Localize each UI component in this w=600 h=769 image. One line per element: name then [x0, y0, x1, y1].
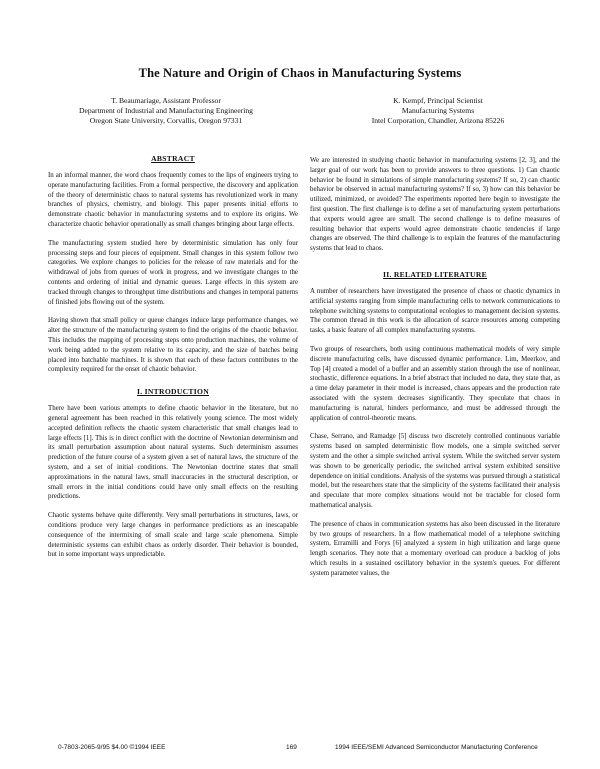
related-paragraph: The presence of chaos in communication systems has also been discussed in the literature by two groups of researchers. In a flow mathematical model of a telephone switching system, Erramilli and Forys [6] analyzed a system in high utilization and large queue length scenarios. They note that a momentary overload can produce a backlog of jobs which results in a sustained oscillatory behavior in the system's queues. For different system parameter values, the: [310, 520, 560, 577]
author-2: [318, 96, 558, 126]
author-1-dept: Department of Industrial and Manufacturing Engineering: [79, 106, 253, 115]
paper-title: The Nature and Origin of Chaos in Manufacturing Systems: [138, 66, 462, 80]
abstract-heading: ABSTRACT: [151, 154, 195, 163]
author-2-org: Intel Corporation, Chandler, Arizona 85226: [371, 116, 505, 125]
related-paragraph: Chase, Serrano, and Ramadge [5] discuss two discretely controlled continuous variable systems based on sampled deterministic flow models, one a simple switched server system and the other a simple switched arrival system. While the switched server system was shown to be generically periodic, the switched arrival system exhibited sensitive dependence on initial conditions. Analysis of the systems was pursued through a statistical model, but the researchers state that the simplicity of the systems facilitated their analysis and speculate that more complex situations would not be tractable for closed form mathematical analysis.: [310, 433, 560, 509]
left-column: [48, 154, 298, 569]
right-column: [310, 156, 560, 587]
abstract-paragraph: In an informal manner, the word chaos frequently comes to the lips of engineers trying to operate manufacturing facilities. From a formal perspective, the discovery and application of the theory of deterministic chaos to natural systems has revolutionized work in many branches of physics, chemistry, and biology. This paper presents initial efforts to demonstrate chaotic behavior in manufacturing systems and to explore its origins. We characterize chaotic behavior operationally as small changes bringing about large effects.: [48, 172, 298, 228]
author-1-name: T. Beaumariage, Assistant Professor: [111, 96, 221, 105]
page-footer: [0, 744, 600, 756]
footer-isbn: 0-7803-2065-9/95 $4.00 ©1994 IEEE: [58, 744, 166, 751]
abstract-paragraph: The manufacturing system studied here by deterministic simulation has only four processing steps and four pieces of equipment. Small changes in this system follow two categories. We explore changes to policies for the release of raw materials and for the withdrawal of jobs from queues of work in progress, and we investigate changes to the contents and ordering of initial and dynamic queues. Large effects in this system are tracked through changes to throughput time distributions and changes in temporal patterns of finished jobs flowing out of the system.: [48, 239, 298, 306]
introduction-paragraph: Chaotic systems behave quite differently. Very small perturbations in structures, laws, or conditions produce very large changes in performance predictions as an inescapable consequence of the intermixing of small scale and large scale phenomena. Simple deterministic systems can exhibit chaos as orderly disorder. Their behavior is bounded, but in some important ways unpredictable.: [48, 512, 298, 559]
related-literature-heading: II. RELATED LITERATURE: [382, 269, 487, 279]
author-2-dept: Manufacturing Systems: [401, 106, 475, 115]
introduction-heading: I. INTRODUCTION: [136, 387, 209, 397]
author-1-org: Oregon State University, Corvallis, Oregon 97331: [89, 116, 243, 125]
related-paragraph: Two groups of researchers, both using continuous mathematical models of very simple discrete manufacturing cells, have discussed dynamic performance. Lim, Meerkov, and Top [4] created a model of a buffer and an assembly station through the use of nonlinear, stochastic, difference equations. In a brief abstract that included no data, they state that, as a time delay parameter in their model is increased, chaos appears and the production rate associated with the system decreases significantly. They speculate that chaos in manufacturing is natural, hinders performance, and must be addressed through the application of control-theoretic means.: [310, 345, 560, 422]
introduction-paragraph: We are interested in studying chaotic behavior in manufacturing systems [2, 3], and the larger goal of our work has been to provide answers to three questions. 1) Can chaotic behavior be found in simulations of simple manufacturing systems? If so, 2) can chaotic behavior be observed in actual manufacturing systems? If so, 3) how can this behavior be utilized, minimized, or avoided? The experiments reported here begin to investigate the first question. The first challenge is to define a set of manufacturing system perturbations that experts would agree are small. The second challenge is to define measures of resulting behavior that experts would agree demonstrate chaotic tendencies if large changes are observed. The third challenge is to explain the features of the manufacturing systems that lead to chaos.: [310, 157, 560, 253]
author-2-name: K. Kempf, Principal Scientist: [393, 96, 483, 105]
footer-conference: 1994 IEEE/SEMI Advanced Semiconductor Manufacturing Conference: [335, 744, 538, 751]
author-1: [46, 96, 286, 126]
abstract-paragraph: Having shown that small policy or queue changes induce large performance changes, we alter the structure of the manufacturing system to find the origins of the chaotic behavior. This includes the mapping of processing steps onto production machines, the volume of work being added to the system relative to its capacity, and the size of batches being placed into batchable machines. It is shown that each of these factors contributes to the complexity required for the onset of chaotic behavior.: [48, 317, 298, 374]
introduction-paragraph: There have been various attempts to define chaotic behavior in the literature, but no general agreement has been reached in this relatively young science. The most widely accepted definition reflects the chaotic system characteristic that small changes lead to large effects [1]. This is in direct conflict with the doctrine of Newtonian determinism and its small perturbation assumption about natural systems. Such determinism assumes prediction of the future course of a system given a set of natural laws, the structure of the system, and a set of initial conditions. The Newtonian doctrine states that small approximations in the natural laws, small inaccuracies in the structural description, or small errors in the initial conditions could have only small effects on the resulting predictions.: [48, 405, 298, 501]
author-block: [0, 96, 600, 136]
footer-page-number: 169: [286, 744, 297, 751]
related-paragraph: A number of researchers have investigated the presence of chaos or chaotic dynamics in artificial systems ranging from simple manufacturing cells to network communications to telephone switching systems to computational ecologies to management decision systems. The common thread in this work is the allocation of scarce resources among competing tasks, a basic feature of all complex manufacturing systems.: [310, 287, 560, 335]
